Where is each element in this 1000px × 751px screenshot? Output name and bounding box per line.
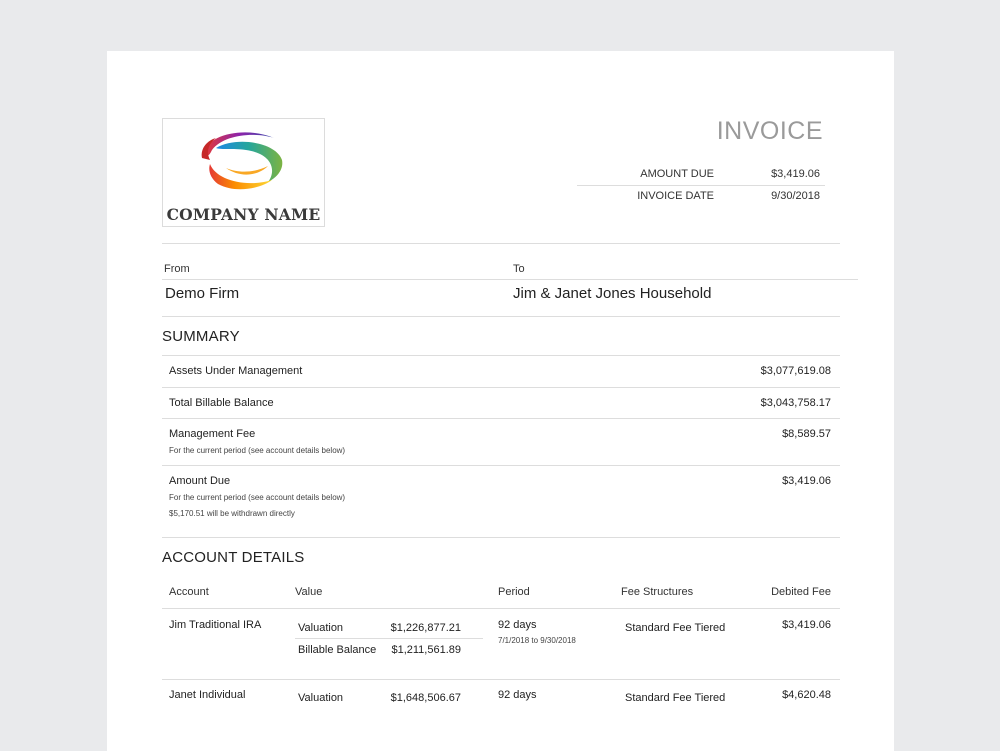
valuation-value: $1,648,506.67 (390, 692, 461, 704)
company-logo (162, 118, 325, 227)
from-value: Demo Firm (165, 285, 240, 302)
table-row-divider (162, 679, 840, 680)
invoice-date-label: INVOICE DATE (637, 190, 714, 202)
summary-row-note: For the current period (see account details below) (169, 446, 346, 455)
invoice-title: INVOICE (716, 117, 823, 145)
summary-row-label: Management Fee (169, 428, 256, 440)
amount-due-value: $3,419.06 (771, 168, 820, 180)
invoice-date-value: 9/30/2018 (771, 190, 820, 202)
debited-fee: $4,620.48 (782, 689, 831, 701)
debited-fee: $3,419.06 (782, 619, 831, 631)
amount-due-label: AMOUNT DUE (640, 168, 714, 180)
meta-divider (577, 185, 825, 186)
company-name: COMPANY NAME (166, 205, 321, 224)
valuation-label: Valuation (298, 622, 344, 634)
summary-divider (162, 355, 840, 356)
value-inner-divider (295, 638, 483, 639)
parties-divider (162, 316, 840, 317)
summary-row-divider (162, 418, 840, 419)
company-swirl-logo-icon (196, 124, 292, 196)
table-header-divider (162, 608, 840, 609)
period-days: 92 days (498, 619, 537, 631)
column-header-period: Period (498, 586, 530, 598)
summary-row-note: For the current period (see account details below) (169, 493, 346, 502)
account-name: Jim Traditional IRA (169, 619, 262, 631)
parties-label-divider (162, 279, 858, 280)
fee-structure: Standard Fee Tiered (625, 622, 726, 634)
column-header-debited-fee: Debited Fee (771, 586, 831, 598)
invoice-sheet (107, 51, 894, 751)
column-header-account: Account (169, 586, 209, 598)
account-name: Janet Individual (169, 689, 246, 701)
billable-balance-label: Billable Balance (298, 644, 377, 656)
summary-row-value: $3,043,758.17 (760, 397, 831, 409)
billable-balance-value: $1,211,561.89 (391, 644, 461, 656)
column-header-value: Value (295, 586, 323, 598)
from-label: From (164, 263, 190, 275)
summary-row-divider (162, 465, 840, 466)
header-divider (162, 243, 840, 244)
summary-row-divider (162, 387, 840, 388)
summary-heading: SUMMARY (162, 328, 240, 345)
valuation-value: $1,226,877.21 (390, 622, 461, 634)
to-label: To (513, 263, 525, 275)
fee-structure: Standard Fee Tiered (625, 692, 726, 704)
account-details-heading: ACCOUNT DETAILS (162, 549, 305, 566)
summary-row-label: Amount Due (169, 475, 231, 487)
summary-row-note: $5,170.51 will be withdrawn directly (169, 509, 295, 518)
period-range: 7/1/2018 to 9/30/2018 (498, 636, 576, 645)
summary-row-label: Total Billable Balance (169, 397, 274, 409)
summary-row-value: $3,419.06 (782, 475, 831, 487)
column-header-fee-structures: Fee Structures (621, 586, 694, 598)
summary-row-value: $8,589.57 (782, 428, 831, 440)
summary-row-label: Assets Under Management (169, 365, 303, 377)
valuation-label: Valuation (298, 692, 344, 704)
summary-end-divider (162, 537, 840, 538)
summary-row-value: $3,077,619.08 (760, 365, 831, 377)
to-value: Jim & Janet Jones Household (513, 285, 712, 302)
period-days: 92 days (498, 689, 537, 701)
